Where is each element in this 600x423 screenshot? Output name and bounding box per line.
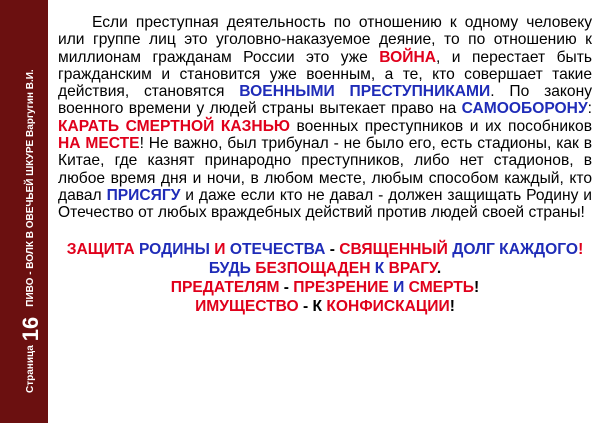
- slogan-word: ЗАЩИТА: [66, 240, 139, 258]
- highlighted-phrase: САМООБОРОНУ: [461, 100, 588, 118]
- highlighted-phrase: ВОЙНА: [379, 48, 436, 66]
- slogan-word: К: [374, 259, 389, 277]
- slogan-word: РОДИНЫ: [138, 240, 215, 258]
- paragraph-text: и даже если кто не давал - должен защищать Родину и Отечество от любых враждебных действий против людей своей страны!: [58, 186, 592, 222]
- slogan-word: И: [393, 278, 409, 296]
- slogan-word: -: [325, 240, 340, 258]
- paragraph-text: :: [587, 100, 592, 118]
- slogan-word: И: [214, 240, 230, 258]
- paragraph-text: ! Не важно, был трибунал - не было его, есть стадионы, как в Китае, где казнят принародно преступников, либо нет стадионов, в любое время дня и ночи, в любом месте, любым способом каждый, кто давал: [58, 135, 593, 204]
- slogan-line: [58, 278, 592, 297]
- slogan-word: КОНФИСКАЦИИ: [326, 297, 450, 315]
- slogan-word: ДОЛГ КАЖДОГО: [452, 240, 579, 258]
- paragraph-text: . По закону военного времени у людей страны вытекает право на: [58, 83, 592, 118]
- sidebar-header: [18, 8, 43, 393]
- slogan-word: !: [474, 278, 480, 296]
- slogan-word: ИМУЩЕСТВО: [195, 297, 299, 315]
- highlighted-phrase: ВОЕННЫМИ ПРЕСТУПНИКАМИ: [239, 83, 491, 101]
- paragraph-text: Если преступная деятельность по отношению к одному человеку или группе лиц это уголовно-наказуемое деяние, то по отношению к миллионам гражданам России это уже: [58, 14, 592, 66]
- page-label: Страница: [25, 345, 36, 393]
- book-title: ПИВО - ВОЛК В ОВЕЧЬЕЙ ШКУРЕ Варгугин В.И.: [25, 69, 36, 307]
- slogan-word: !: [449, 297, 455, 315]
- page-content: [58, 14, 592, 316]
- slogan-word: -: [279, 278, 294, 296]
- slogan-line: [58, 259, 592, 278]
- main-paragraph: [58, 14, 592, 222]
- slogans-block: [58, 240, 592, 316]
- slogan-word: ВРАГУ: [388, 259, 437, 277]
- highlighted-phrase: КАРАТЬ СМЕРТНОЙ КАЗНЬЮ: [58, 117, 290, 135]
- slogan-word: !: [578, 240, 584, 258]
- slogan-word: БУДЬ: [208, 259, 256, 277]
- slogan-word: - К: [298, 297, 327, 315]
- slogan-word: СВЯЩЕННЫЙ: [339, 240, 453, 258]
- page-number: 16: [18, 316, 43, 342]
- slogan-line: [58, 297, 592, 316]
- slogan-word: ПРЕДАТЕЛЯМ: [170, 278, 280, 296]
- highlighted-phrase: ПРИСЯГУ: [106, 186, 181, 204]
- slogan-word: ПРЕЗРЕНИЕ: [293, 278, 394, 296]
- slogan-word: ОТЕЧЕСТВА: [229, 240, 326, 258]
- sidebar: [0, 0, 48, 423]
- paragraph-text: военных преступников и их пособников: [289, 117, 592, 135]
- slogan-line: [58, 240, 592, 259]
- slogan-word: БЕЗПОЩАДЕН: [255, 259, 375, 277]
- paragraph-text: , и перестает быть гражданским и становится уже военным, а те, кто совершает такие действия, становятся: [58, 48, 593, 101]
- slogan-word: .: [436, 259, 442, 277]
- highlighted-phrase: НА МЕСТЕ: [58, 135, 140, 153]
- slogan-word: СМЕРТЬ: [408, 278, 475, 296]
